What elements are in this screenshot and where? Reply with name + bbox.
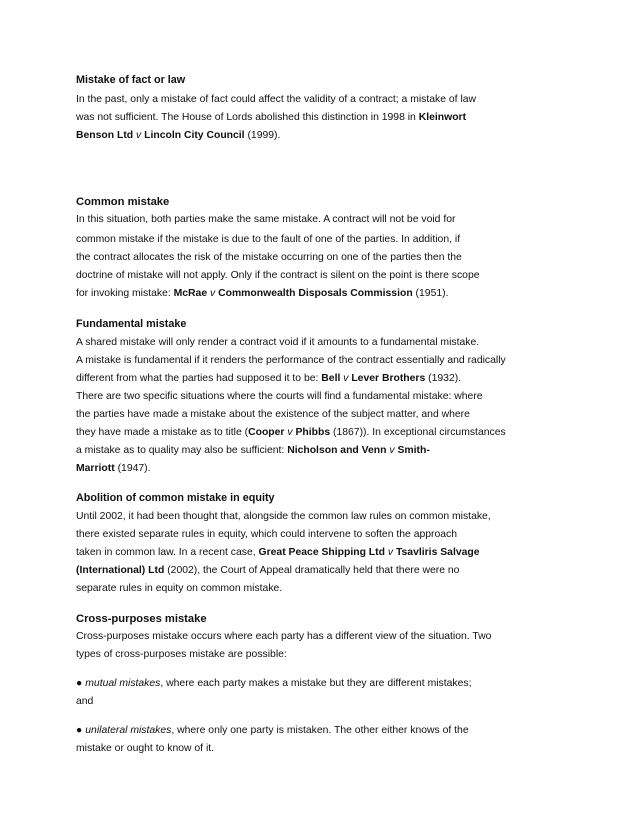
text-run: for invoking mistake: [76,288,174,299]
term: unilateral mistakes [85,725,172,736]
paragraph-line [76,426,506,440]
case-name: Marriott [76,463,115,474]
case-name: Cooper [248,427,288,438]
text-run: taken in common law. In a recent case, [76,547,259,558]
text-run: (1932). [425,373,462,384]
case-name: Lincoln City Council [141,130,245,141]
paragraph-line: In this situation, both parties make the same mistake. A contract will not be void for [76,214,456,225]
paragraph-line: Cross-purposes mistake occurs where each party has a different view of the situation. Two [76,631,492,642]
paragraph-line [76,287,448,301]
versus-marker: v [389,445,395,456]
case-name: Kleinwort [418,112,467,123]
paragraph-line: A mistake is fundamental if it renders the performance of the contract essentially and radically [76,355,506,366]
text-run: (1999). [244,130,281,141]
paragraph-line: common mistake if the mistake is due to the fault of one of the parties. In addition, if [76,234,461,245]
text-run: (2002), the Court of Appeal dramatically held that there were no [164,565,460,576]
paragraph-line [76,129,280,143]
text-run: , where only one party is mistaken. The other either knows of the [171,725,469,736]
paragraph-line: the parties have made a mistake about the existence of the subject matter, and where [76,409,470,420]
text-run: (1947). [114,463,151,474]
case-name: Bell [321,373,344,384]
bullet-item-mutual-mistakes [76,677,471,691]
versus-marker: v [136,130,142,141]
case-name: Benson Ltd [76,130,137,141]
case-name: Nicholson and Venn [287,445,390,456]
case-name: Lever Brothers [348,373,426,384]
case-name: Great Peace Shipping Ltd [258,547,388,558]
heading-fundamental-mistake: Fundamental mistake [76,318,187,330]
case-name: Phibbs [292,427,331,438]
text-run: they have made a mistake as to title ( [76,427,249,438]
term: mutual mistakes [85,678,161,689]
versus-marker: v [287,427,293,438]
versus-marker: v [210,288,216,299]
paragraph-line: separate rules in equity on common mistake. [76,583,283,594]
paragraph-line: types of cross-purposes mistake are possible: [76,649,287,660]
paragraph-line: There are two specific situations where the courts will find a fundamental mistake: where [76,391,483,402]
heading-mistake-of-fact-or-law: Mistake of fact or law [76,74,186,86]
text-run: different from what the parties had supposed it to be: [76,373,322,384]
text-run: (1951). [412,288,449,299]
bullet-icon: ● [76,678,83,689]
case-name: Commonwealth Disposals Commission [215,288,413,299]
heading-abolition-of-common-mistake: Abolition of common mistake in equity [76,492,275,504]
paragraph-line [76,564,459,578]
versus-marker: v [343,373,349,384]
heading-cross-purposes-mistake: Cross-purposes mistake [76,613,207,625]
paragraph-line: doctrine of mistake will not apply. Only if the contract is silent on the point is there scope [76,270,480,281]
paragraph-line [76,546,480,560]
heading-common-mistake: Common mistake [76,196,170,208]
paragraph-line: there existed separate rules in equity, which could intervene to soften the approach [76,529,458,540]
paragraph-line [76,372,461,386]
text-run: (1867)). In exceptional circumstances [330,427,506,438]
paragraph-line [76,444,430,458]
paragraph-line: and [76,696,94,707]
bullet-item-unilateral-mistakes [76,724,469,738]
paragraph-line: the contract allocates the risk of the mistake occurring on one of the parties then the [76,252,462,263]
paragraph-line: Until 2002, it had been thought that, alongside the common law rules on common mistake, [76,511,491,522]
text-run: , where each party makes a mistake but they are different mistakes; [160,678,472,689]
case-name: Smith- [394,445,430,456]
case-name: McRae [173,288,210,299]
paragraph-line: A shared mistake will only render a contract void if it amounts to a fundamental mistake. [76,337,480,348]
paragraph-line: In the past, only a mistake of fact could affect the validity of a contract; a mistake of law [76,94,477,105]
case-name: Tsavliris Salvage [393,547,480,558]
paragraph-line [76,111,466,125]
case-name: (International) Ltd [76,565,165,576]
text-run: a mistake as to quality may also be sufficient: [76,445,288,456]
text-run: was not sufficient. The House of Lords abolished this distinction in 1998 in [76,112,419,123]
paragraph-line [76,462,151,476]
versus-marker: v [387,547,394,558]
bullet-icon: ● [76,725,83,736]
paragraph-line: mistake or ought to know of it. [76,743,215,754]
